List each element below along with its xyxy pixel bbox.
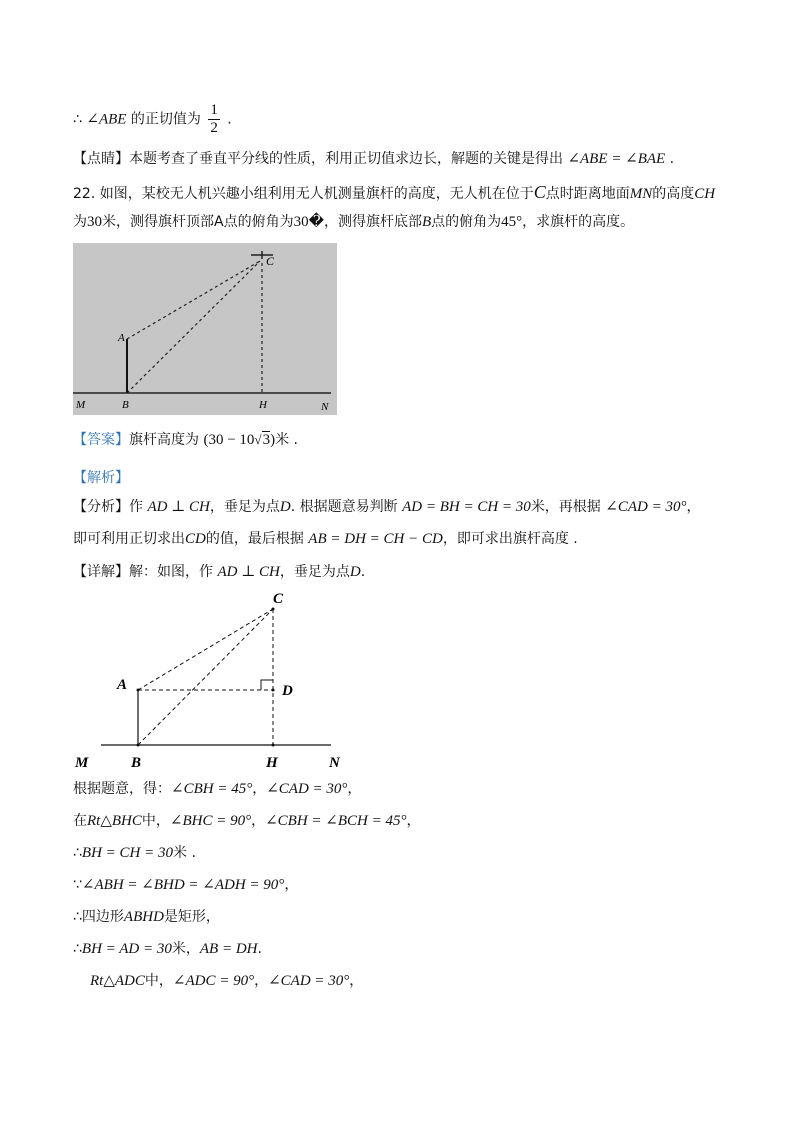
answer-math-b: ) (270, 432, 276, 448)
fenxi-a: 作 (129, 499, 143, 515)
s3-therefore: ∴ (73, 845, 82, 861)
q2-d: 点的俯角为 (431, 214, 502, 230)
answer-math-a: (30 − 10 (203, 432, 255, 448)
fenxi-tag: 【分析】 (73, 499, 129, 515)
dianjing-tag: 【点睛】 (73, 151, 129, 167)
height-ch: CH (694, 186, 716, 202)
fenxi2-ab-formula: AB = DH = CH − CD (308, 531, 443, 547)
question-number: 22. (73, 186, 96, 202)
xiangjie-point-d: D (349, 564, 361, 580)
s5-b: 是矩形， (163, 909, 220, 925)
s2-angle-bhc: ∠BHC = 90° (169, 813, 252, 829)
s5-a: ∴四边形 (73, 909, 124, 925)
answer-line (73, 430, 298, 450)
fig-label-b: B (131, 755, 142, 771)
fig-label-n: N (329, 755, 340, 771)
question-line-1 (73, 182, 715, 204)
question-line-2 (73, 212, 634, 232)
fenxi2-c: ，即可求出旗杆高度 . (442, 531, 578, 547)
s4-b: ， (284, 877, 299, 893)
value-45: 45° (501, 214, 523, 230)
photo-label-m: M (76, 399, 86, 411)
fenxi-equalities: AD = BH = CH = 30 (402, 499, 531, 515)
s1-c: ， (347, 781, 362, 797)
s4-because: ∵ (73, 877, 82, 893)
tangent-text: 的正切值为 (130, 111, 201, 128)
value-30-garbled: 30� (293, 214, 324, 230)
step-3 (73, 843, 196, 863)
conclusion-line (73, 102, 232, 137)
s6-b: 米， (171, 941, 200, 957)
photo-background (73, 243, 337, 415)
denominator: 2 (210, 120, 218, 136)
s7-c: ， (349, 973, 364, 989)
q2-c: ，测得旗杆底部 (323, 214, 422, 230)
fenxi-d: 米，再根据 (530, 499, 601, 515)
q2-b: 米，测得旗杆顶部A点的俯角为 (102, 214, 294, 230)
fig-dot-h (272, 744, 275, 747)
s1-angle-cad: ∠CAD = 30° (266, 781, 348, 797)
s6-ab-dh: AB = DH (199, 941, 258, 957)
right-angle-mark (261, 680, 273, 690)
s7-b: ， (254, 973, 269, 989)
step-7 (90, 971, 363, 991)
answer-end: 米 . (275, 432, 298, 448)
s1-b: ， (252, 781, 267, 797)
dianjing-math: ∠ABE = ∠BAE (567, 151, 666, 167)
point-c: C (533, 182, 546, 202)
solution-geometry-figure (73, 585, 353, 775)
answer-sqrt-3: 3 (262, 432, 271, 448)
s3-bh-ch: BH = CH = 30 (81, 845, 173, 861)
ground-mn: MN (629, 186, 653, 202)
fenxi2-b: 的值，最后根据 (205, 531, 304, 547)
q2-a: 为 (73, 214, 87, 230)
s7-angle-cad: ∠CAD = 30° (268, 973, 350, 989)
photo-label-h: H (259, 399, 267, 411)
photo-label-c: C (266, 254, 275, 268)
xiangjie-a: 解：如图，作 (129, 564, 213, 580)
step-1 (73, 779, 361, 799)
fig-label-m: M (75, 755, 89, 771)
jiexi-tag: 【解析】 (73, 470, 129, 486)
step-4 (73, 875, 298, 895)
step-2 (73, 811, 420, 831)
s6-therefore: ∴ (73, 941, 82, 957)
s2-b: 中， (141, 813, 170, 829)
fenxi-c: . 根据题意易判断 (290, 499, 398, 515)
fenxi-point-d: D (279, 499, 291, 515)
fig-label-c: C (273, 591, 284, 607)
question-text-2: 点时距离地面 (545, 186, 630, 202)
step-6 (73, 939, 262, 959)
xiangjie-b: ，垂足为点 (279, 564, 350, 580)
fig-dot-a (137, 689, 140, 692)
s2-d: ， (406, 813, 421, 829)
fig-dot-b (137, 744, 140, 747)
fig-dot-d (272, 689, 275, 692)
fraction-one-half (208, 102, 220, 137)
question-photo-figure (73, 243, 337, 415)
s7-triangle-adc: Rt△ADC (90, 973, 145, 989)
question-text-1: 如图，某校无人机兴趣小组利用无人机测量旗杆的高度，无人机在位于 (99, 186, 534, 202)
step-5 (73, 907, 220, 927)
answer-text: 旗杆高度为 (129, 432, 199, 448)
point-b: B (421, 214, 432, 230)
q2-e: ，求旗杆的高度。 (522, 214, 635, 230)
s1-angle-cbh: ∠CBH = 45° (171, 781, 253, 797)
fig-segment-bc (138, 609, 273, 745)
fenxi-ad-perp-ch: AD ⊥ CH (147, 499, 210, 515)
fig-label-h: H (266, 755, 278, 771)
s2-c: ， (251, 813, 266, 829)
fig-label-d: D (282, 683, 293, 699)
dianjing-text: 本题考查了垂直平分线的性质，利用正切值求边长，解题的关键是得出 (129, 151, 563, 167)
s1-a: 根据题意，得： (73, 781, 171, 797)
s2-triangle-bhc: Rt△BHC (87, 813, 142, 829)
value-30: 30 (87, 214, 102, 230)
fenxi2-a: 即可利用正切求出 (73, 531, 185, 547)
s4-right-angles: ∠ABH = ∠BHD = ∠ADH = 90° (81, 877, 285, 893)
fig-label-a: A (117, 677, 128, 693)
fenxi-e: ， (686, 499, 701, 515)
fenxi-b: ，垂足为点 (209, 499, 280, 515)
photo-label-a: A (118, 332, 125, 344)
dianjing-end: . (669, 151, 675, 167)
answer-tag: 【答案】 (73, 432, 129, 448)
answer-math: (30 − 10√3) (203, 432, 276, 448)
s3-b: 米 . (173, 845, 196, 861)
dianjing-line (73, 149, 674, 169)
s6-bh-ad: BH = AD = 30 (81, 941, 172, 957)
photo-label-n: N (321, 401, 329, 413)
fenxi-line-2 (73, 529, 578, 549)
fenxi2-cd: CD (185, 531, 206, 547)
fenxi-line-1 (73, 497, 700, 517)
numerator: 1 (210, 102, 218, 118)
xiangjie-tag: 【详解】 (73, 564, 129, 580)
angle-abe: ∠ABE (86, 111, 127, 128)
xiangjie-line (73, 562, 365, 582)
s7-a: 中， (144, 973, 173, 989)
period: . (227, 111, 232, 128)
s6-c: . (257, 941, 262, 957)
fig-segment-ac (138, 609, 273, 690)
therefore-symbol: ∴ (73, 111, 82, 128)
xiangjie-end: . (360, 564, 366, 580)
question-text-3: 的高度 (652, 186, 695, 202)
s7-angle-adc: ∠ADC = 90° (172, 973, 255, 989)
s2-a: 在 (73, 813, 87, 829)
s5-abhd: ABHD (123, 909, 164, 925)
fig-dot-c (272, 608, 275, 611)
xiangjie-ad-perp-ch: AD ⊥ CH (217, 564, 280, 580)
photo-label-b: B (122, 399, 129, 411)
fenxi-angle-cad: ∠CAD = 30° (605, 499, 687, 515)
s2-angles-equal: ∠CBH = ∠BCH = 45° (265, 813, 407, 829)
